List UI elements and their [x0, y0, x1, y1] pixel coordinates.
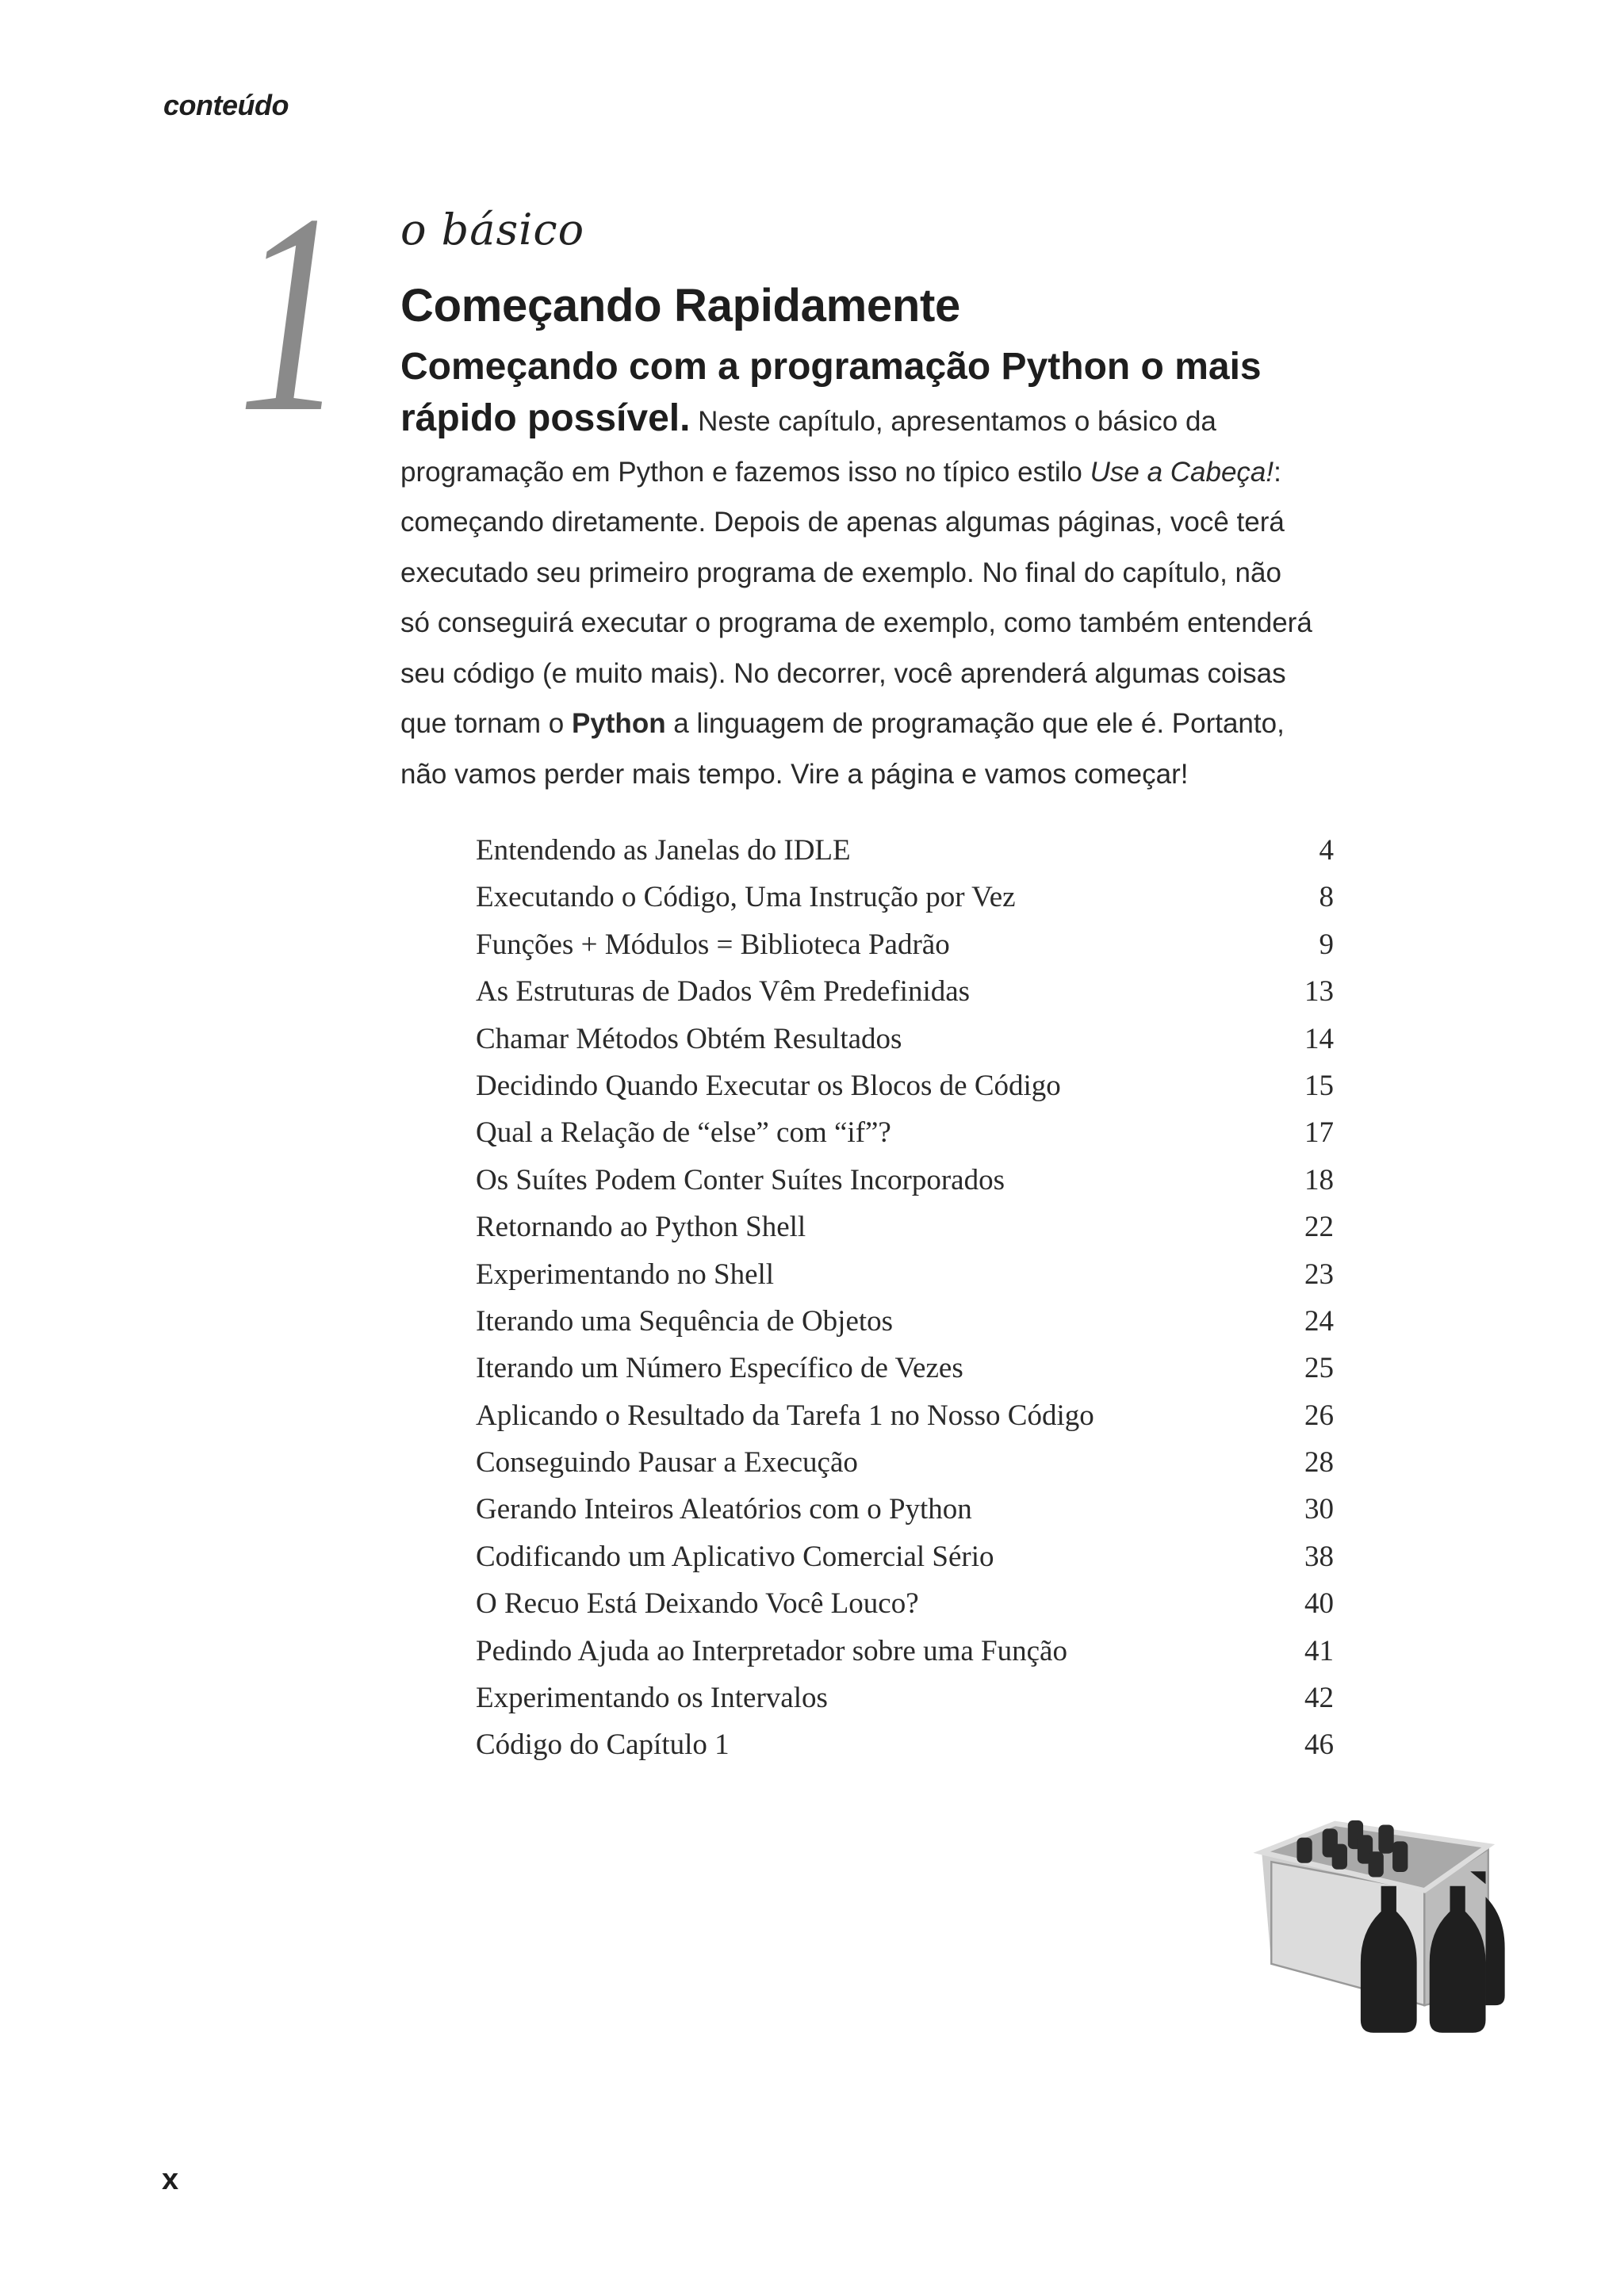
- toc-entry-title: Codificando um Aplicativo Comercial Sério: [476, 1540, 994, 1573]
- intro-line: só conseguirá executar o programa de exemplo, como também entenderá: [400, 607, 1312, 638]
- toc-entry-page: 30: [1304, 1493, 1334, 1526]
- toc-entry-page: 46: [1304, 1728, 1334, 1762]
- toc-entry-title: Qual a Relação de “else” com “if”?: [476, 1116, 891, 1150]
- chapter-intro: [400, 341, 1511, 799]
- intro-line: não vamos perder mais tempo. Vire a página e vamos começar!: [400, 758, 1189, 790]
- toc-entry[interactable]: [476, 1062, 1334, 1109]
- toc-entry[interactable]: [476, 1298, 1334, 1345]
- toc-entry-page: 4: [1319, 834, 1334, 867]
- intro-line: seu código (e muito mais). No decorrer, você aprenderá algumas coisas: [400, 657, 1286, 689]
- toc-entry-title: Funções + Módulos = Biblioteca Padrão: [476, 928, 950, 961]
- intro-text: Neste capítulo, apresentamos o básico da: [690, 406, 1216, 437]
- chapter-title: Começando Rapidamente: [400, 280, 960, 331]
- toc-entry[interactable]: [476, 1486, 1334, 1533]
- toc-entry-title: Os Suítes Podem Conter Suítes Incorporados: [476, 1163, 1005, 1196]
- toc-entry[interactable]: [476, 1533, 1334, 1580]
- intro-line: executado seu primeiro programa de exemplo. No final do capítulo, não: [400, 557, 1281, 588]
- toc-entry-title: As Estruturas de Dados Vêm Predefinidas: [476, 975, 971, 1009]
- chapter-kicker: o básico: [400, 205, 585, 255]
- toc-entry-title: Código do Capítulo 1: [476, 1728, 730, 1762]
- toc-entry-page: 38: [1304, 1540, 1334, 1573]
- toc-entry-title: Entendendo as Janelas do IDLE: [476, 834, 851, 867]
- toc-entry-page: 28: [1304, 1446, 1334, 1480]
- toc-entry-page: 25: [1304, 1352, 1334, 1385]
- toc-entry-page: 8: [1319, 881, 1334, 914]
- toc-entry-title: Aplicando o Resultado da Tarefa 1 no Nosso Código: [476, 1399, 1094, 1432]
- toc-entry[interactable]: [476, 1204, 1334, 1250]
- intro-text: programação em Python e fazemos isso no típico estilo: [400, 456, 1090, 488]
- toc-entry-title: Gerando Inteiros Aleatórios com o Python: [476, 1493, 972, 1526]
- intro-lead: rápido possível.: [400, 397, 691, 439]
- toc-entry[interactable]: [476, 1580, 1334, 1627]
- toc-entry-page: 22: [1304, 1211, 1334, 1244]
- running-head: conteúdo: [163, 89, 289, 121]
- toc-entry[interactable]: [476, 1016, 1334, 1062]
- toc-entry[interactable]: [476, 1251, 1334, 1298]
- intro-line: [400, 447, 1511, 498]
- toc-entry-page: 40: [1304, 1587, 1334, 1621]
- toc-entry[interactable]: [476, 921, 1334, 968]
- toc-entry-title: Iterando uma Sequência de Objetos: [476, 1304, 894, 1338]
- toc-entry-page: 26: [1304, 1399, 1334, 1432]
- intro-python-bold: Python: [571, 708, 666, 739]
- chapter-subtitle: Começando com a programação Python o mais: [400, 346, 1262, 388]
- toc-entry[interactable]: [476, 827, 1334, 874]
- toc-entry[interactable]: [476, 1345, 1334, 1391]
- toc-entry-title: Pedindo Ajuda ao Interpretador sobre uma Função: [476, 1634, 1067, 1667]
- toc-entry[interactable]: [476, 968, 1334, 1015]
- toc-entry[interactable]: [476, 1109, 1334, 1156]
- toc-entry-page: 17: [1304, 1116, 1334, 1150]
- toc-entry-title: Retornando ao Python Shell: [476, 1211, 806, 1244]
- toc-entry[interactable]: [476, 874, 1334, 921]
- toc-entry[interactable]: [476, 1721, 1334, 1768]
- toc-entry[interactable]: [476, 1157, 1334, 1204]
- toc-entry-page: 13: [1304, 975, 1334, 1009]
- toc-entry-title: Iterando um Número Específico de Vezes: [476, 1352, 963, 1385]
- toc-entry-page: 15: [1304, 1069, 1334, 1102]
- intro-line: [400, 699, 1511, 749]
- toc-entry-page: 9: [1319, 928, 1334, 961]
- page-number: x: [162, 2163, 179, 2196]
- bottle-crate-illustration: [1233, 1776, 1526, 2050]
- toc-entry-title: Experimentando no Shell: [476, 1258, 775, 1291]
- toc-entry[interactable]: [476, 1628, 1334, 1675]
- intro-line: [400, 393, 1511, 447]
- toc-entry[interactable]: [476, 1392, 1334, 1439]
- toc-entry-title: Decidindo Quando Executar os Blocos de Código: [476, 1069, 1061, 1102]
- toc-entry-page: 14: [1304, 1022, 1334, 1055]
- intro-text: :: [1274, 456, 1281, 488]
- toc-entry-page: 41: [1304, 1634, 1334, 1667]
- intro-text: a linguagem de programação que ele é. Portanto,: [665, 708, 1285, 739]
- toc-entry-page: 23: [1304, 1258, 1334, 1291]
- intro-text: que tornam o: [400, 708, 572, 739]
- toc-entry-page: 18: [1304, 1163, 1334, 1196]
- toc-entry-title: O Recuo Está Deixando Você Louco?: [476, 1587, 919, 1621]
- toc-entry-page: 42: [1304, 1682, 1334, 1715]
- toc-entry-title: Experimentando os Intervalos: [476, 1682, 828, 1715]
- toc-list: [476, 827, 1334, 1769]
- toc-entry-title: Chamar Métodos Obtém Resultados: [476, 1022, 902, 1055]
- toc-entry-title: Conseguindo Pausar a Execução: [476, 1446, 858, 1480]
- toc-entry[interactable]: [476, 1439, 1334, 1486]
- toc-entry-page: 24: [1304, 1304, 1334, 1338]
- intro-line: começando diretamente. Depois de apenas algumas páginas, você terá: [400, 507, 1285, 538]
- toc-entry-title: Executando o Código, Uma Instrução por Vez: [476, 881, 1016, 914]
- chapter-number: 1: [238, 155, 345, 471]
- toc-entry[interactable]: [476, 1675, 1334, 1721]
- intro-book-title: Use a Cabeça!: [1090, 456, 1274, 488]
